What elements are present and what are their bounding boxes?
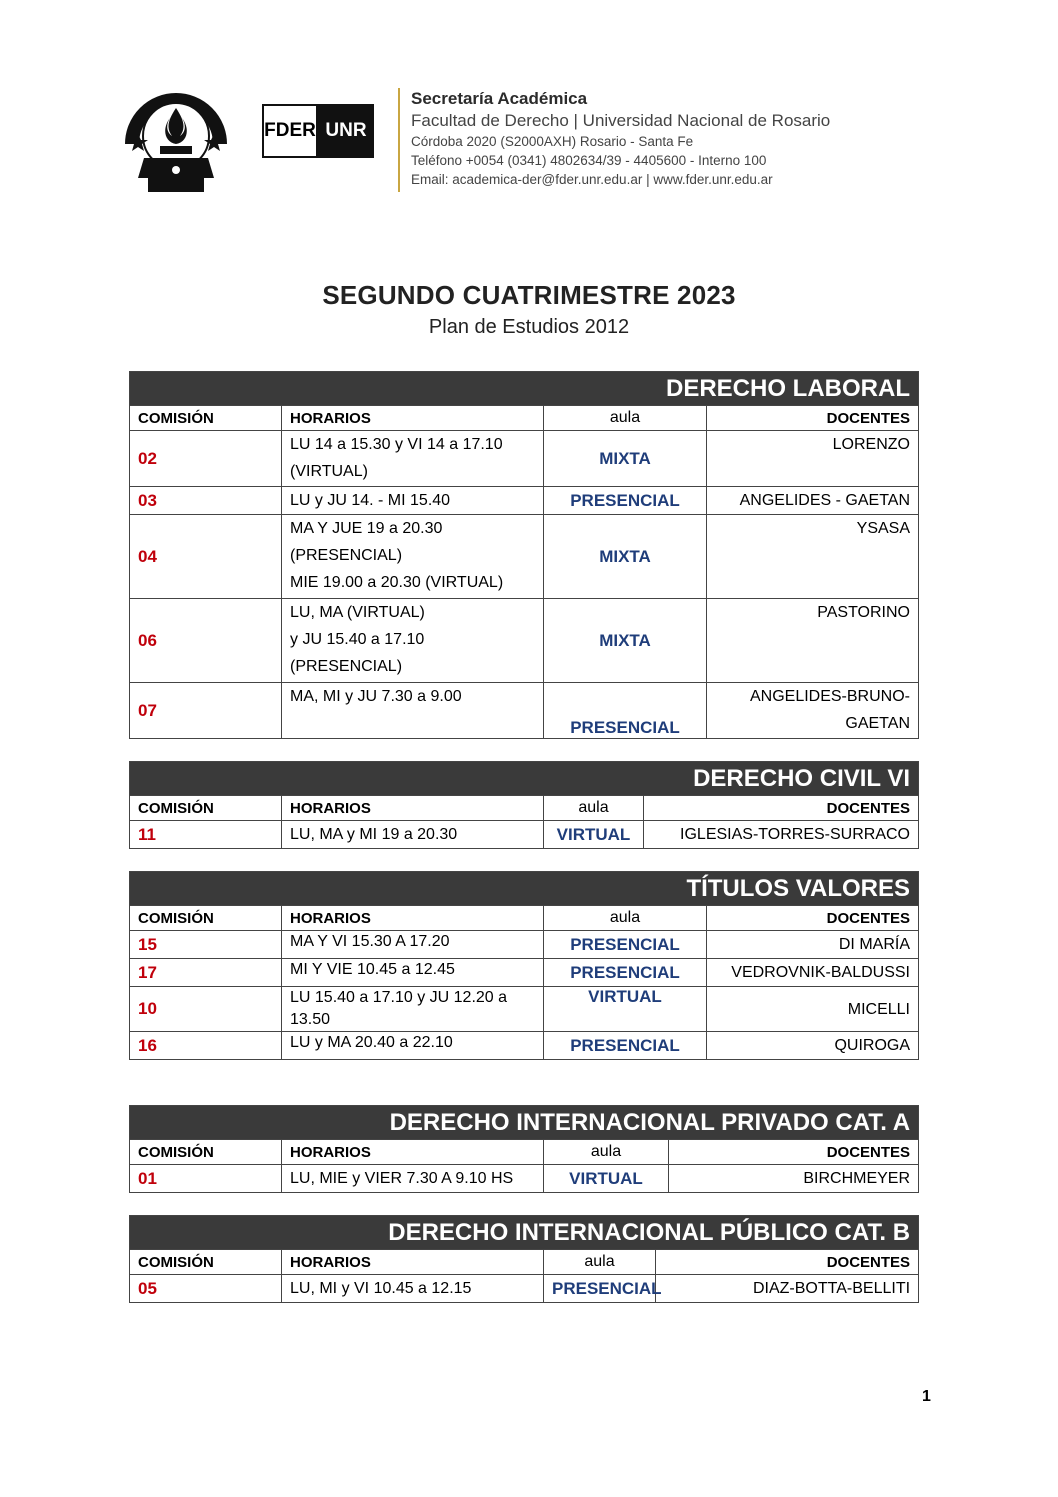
horarios-cell [282, 821, 544, 849]
horarios-cell [282, 599, 544, 683]
table-row [130, 487, 919, 515]
horarios-line: MIE 19.00 a 20.30 (VIRTUAL) [290, 574, 504, 591]
course-title: TÍTULOS VALORES [130, 872, 919, 906]
horarios-cell [282, 431, 544, 487]
comision-cell: 17 [130, 959, 282, 987]
comision-cell: 03 [130, 487, 282, 515]
horarios-line: MA, MI y JU 7.30 a 9.00 [290, 688, 462, 705]
table-row [130, 959, 919, 987]
aula-cell: PRESENCIAL [544, 1275, 656, 1303]
aula-cell: PRESENCIAL [544, 487, 707, 515]
university-seal-logo [122, 74, 230, 198]
horarios-cell [282, 515, 544, 599]
column-header-docentes: DOCENTES [669, 1140, 919, 1165]
table-row [130, 431, 919, 487]
horarios-line: LU, MIE y VIER 7.30 A 9.10 HS [290, 1170, 514, 1187]
table-row [130, 987, 919, 1032]
page-subtitle: Plan de Estudios 2012 [428, 316, 630, 338]
column-header-comision: COMISIÓN [130, 1250, 282, 1275]
comision-cell: 06 [130, 599, 282, 683]
unr-logo-text: UNR [318, 104, 374, 158]
docentes-cell [656, 1275, 919, 1303]
page-number: 1 [922, 1388, 931, 1405]
horarios-cell [282, 987, 544, 1032]
course-table [129, 371, 919, 739]
docentes-line: ANGELIDES-BRUNO- [749, 688, 910, 705]
column-header-docentes: DOCENTES [707, 406, 919, 431]
column-header-comision: COMISIÓN [130, 1140, 282, 1165]
header-divider [398, 88, 400, 192]
docentes-line: BIRCHMEYER [803, 1170, 911, 1187]
comision-cell: 16 [130, 1032, 282, 1060]
column-header-docentes: DOCENTES [707, 906, 919, 931]
horarios-line: LU y MA 20.40 a 22.10 [290, 1034, 453, 1051]
column-header-horarios: HORARIOS [282, 796, 544, 821]
comision-cell: 07 [130, 683, 282, 739]
docentes-cell [707, 515, 919, 599]
facultad-line: Facultad de Derecho | Universidad Nacional de Rosario [411, 111, 831, 130]
horarios-line: (PRESENCIAL) [290, 547, 403, 564]
comision-cell: 15 [130, 931, 282, 959]
horarios-cell [282, 959, 544, 987]
aula-cell: MIXTA [544, 431, 707, 487]
course-title: DERECHO CIVIL VI [130, 762, 919, 796]
docentes-line: YSASA [856, 520, 910, 537]
docentes-cell [707, 987, 919, 1032]
phone-line: Teléfono +0054 (0341) 4802634/39 - 4405600 - Interno 100 [411, 153, 767, 168]
column-header-docentes: DOCENTES [656, 1250, 919, 1275]
horarios-cell [282, 1275, 544, 1303]
horarios-line: (PRESENCIAL) [290, 658, 403, 675]
docentes-cell [644, 821, 919, 849]
horarios-line: LU, MA y MI 19 a 20.30 [290, 826, 458, 843]
aula-cell: PRESENCIAL [544, 683, 707, 739]
horarios-line: 13.50 [290, 1011, 331, 1028]
aula-cell: PRESENCIAL [544, 1032, 707, 1060]
fder-logo-text: FDER [262, 104, 318, 158]
table-row [130, 821, 919, 849]
column-header-horarios: HORARIOS [282, 1140, 544, 1165]
column-header-aula: aula [544, 906, 707, 931]
column-header-comision: COMISIÓN [130, 406, 282, 431]
email-line: Email: academica-der@fder.unr.edu.ar | www.fder.unr.edu.ar [411, 172, 773, 187]
aula-cell: VIRTUAL [544, 1165, 669, 1193]
table-row [130, 1032, 919, 1060]
docentes-line: VEDROVNIK-BALDUSSI [731, 964, 910, 981]
address-line: Córdoba 2020 (S2000AXH) Rosario - Santa Fe [411, 134, 694, 149]
page-title: SEGUNDO CUATRIMESTRE 2023 [322, 280, 736, 310]
column-header-docentes: DOCENTES [644, 796, 919, 821]
course-title: DERECHO INTERNACIONAL PRIVADO CAT. A [130, 1106, 919, 1140]
horarios-line: MI Y VIE 10.45 a 12.45 [290, 961, 455, 978]
column-header-horarios: HORARIOS [282, 906, 544, 931]
table-row [130, 599, 919, 683]
docentes-line: MICELLI [847, 1000, 910, 1018]
course-table [129, 761, 919, 849]
column-header-comision: COMISIÓN [130, 796, 282, 821]
docentes-cell [707, 683, 919, 739]
horarios-cell [282, 487, 544, 515]
horarios-line: LU 15.40 a 17.10 y JU 12.20 a [290, 989, 508, 1006]
horarios-line: LU 14 a 15.30 y VI 14 a 17.10 [290, 436, 503, 453]
aula-cell: VIRTUAL [544, 821, 644, 849]
comision-cell: 11 [130, 821, 282, 849]
table-row [130, 683, 919, 739]
docentes-cell [707, 931, 919, 959]
comision-cell: 04 [130, 515, 282, 599]
horarios-line: LU, MI y VI 10.45 a 12.15 [290, 1280, 472, 1297]
docentes-line: IGLESIAS-TORRES-SURRACO [680, 826, 910, 843]
table-row [130, 1275, 919, 1303]
course-title: DERECHO INTERNACIONAL PÚBLICO CAT. B [130, 1216, 919, 1250]
aula-cell: PRESENCIAL [544, 959, 707, 987]
aula-cell: MIXTA [544, 599, 707, 683]
column-header-aula: aula [544, 1140, 669, 1165]
comision-cell: 02 [130, 431, 282, 487]
docentes-line: DI MARÍA [838, 936, 910, 953]
docentes-cell [707, 599, 919, 683]
course-table [129, 871, 919, 1060]
column-header-comision: COMISIÓN [130, 906, 282, 931]
aula-cell: MIXTA [544, 515, 707, 599]
docentes-line: QUIROGA [834, 1037, 910, 1054]
horarios-cell [282, 931, 544, 959]
column-header-aula: aula [544, 796, 644, 821]
docentes-line: PASTORINO [817, 604, 910, 621]
column-header-horarios: HORARIOS [282, 406, 544, 431]
secretaria-title: Secretaría Académica [411, 89, 588, 108]
horarios-cell [282, 1165, 544, 1193]
comision-cell: 05 [130, 1275, 282, 1303]
comision-cell: 01 [130, 1165, 282, 1193]
course-title: DERECHO LABORAL [130, 372, 919, 406]
table-row [130, 931, 919, 959]
horarios-cell [282, 1032, 544, 1060]
aula-cell: VIRTUAL [544, 987, 707, 1032]
horarios-line: LU, MA (VIRTUAL) [290, 604, 425, 621]
header-contact-block [411, 88, 830, 189]
aula-cell: PRESENCIAL [544, 931, 707, 959]
docentes-cell [707, 487, 919, 515]
docentes-line: ANGELIDES - GAETAN [739, 492, 910, 509]
docentes-cell [707, 959, 919, 987]
horarios-line: MA Y VI 15.30 A 17.20 [290, 933, 450, 950]
course-table [129, 1215, 919, 1303]
fder-unr-logo [262, 104, 374, 158]
table-row [130, 1165, 919, 1193]
docentes-cell [707, 431, 919, 487]
horarios-cell [282, 683, 544, 739]
column-header-aula: aula [544, 1250, 656, 1275]
docentes-cell [707, 1032, 919, 1060]
horarios-line: (VIRTUAL) [290, 463, 368, 480]
column-header-horarios: HORARIOS [282, 1250, 544, 1275]
table-row [130, 515, 919, 599]
docentes-line: LORENZO [832, 436, 910, 453]
column-header-aula: aula [544, 406, 707, 431]
horarios-line: LU y JU 14. - MI 15.40 [290, 492, 451, 509]
horarios-line: MA Y JUE 19 a 20.30 [290, 520, 443, 537]
docentes-line: GAETAN [845, 715, 910, 732]
docentes-cell [669, 1165, 919, 1193]
docentes-line: DIAZ-BOTTA-BELLITI [752, 1280, 911, 1297]
horarios-line: y JU 15.40 a 17.10 [290, 631, 425, 648]
course-table [129, 1105, 919, 1193]
comision-cell: 10 [130, 987, 282, 1032]
